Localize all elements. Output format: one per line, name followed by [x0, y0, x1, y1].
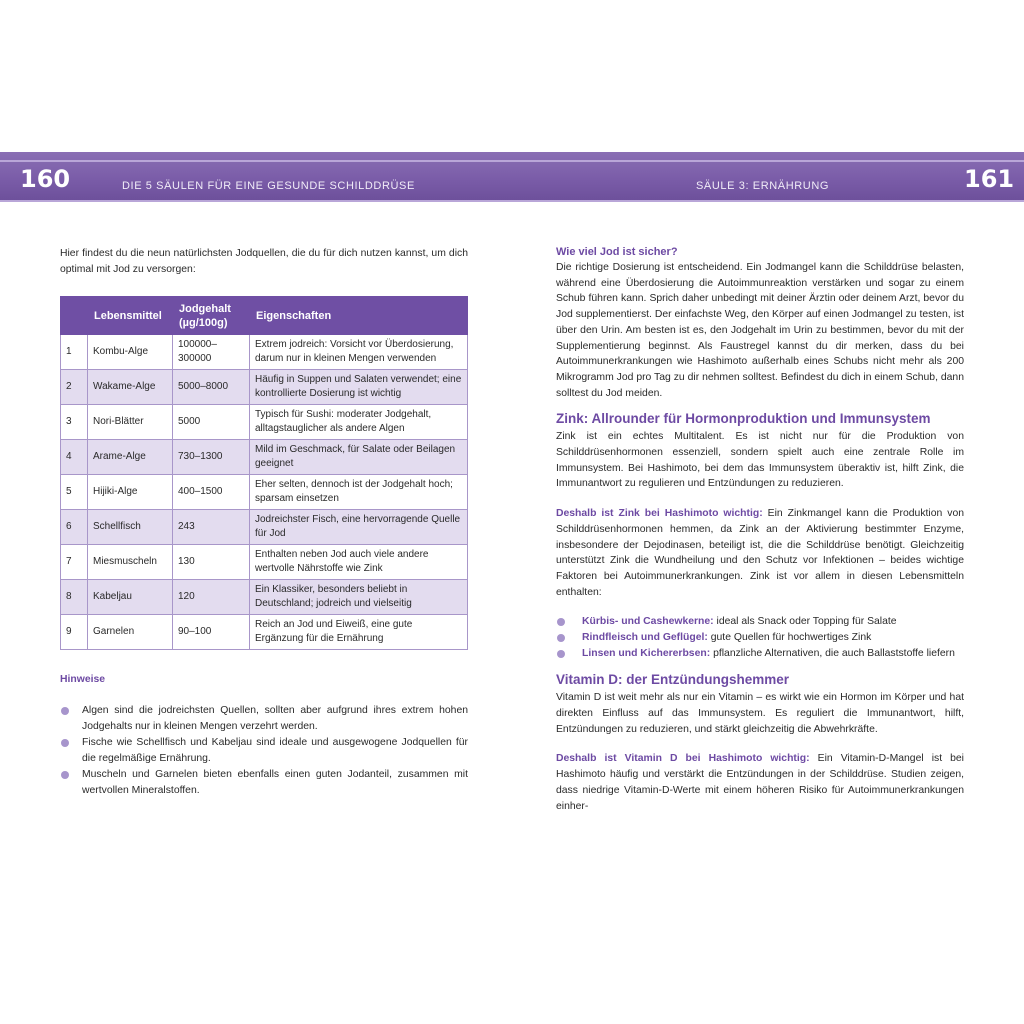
table-row — [61, 510, 468, 545]
note-text: Algen sind die jodreichsten Quellen, sollten aber aufgrund ihres extrem hohen Jodgehalts nur in kleinen Mengen verzehrt werden. — [82, 705, 468, 732]
notes-heading: Hinweise — [60, 674, 106, 685]
left-page-number: 160 — [20, 165, 71, 193]
paragraph-lead: Deshalb ist Vitamin D bei Hashimoto wichtig: — [556, 753, 810, 765]
list-item — [556, 630, 964, 646]
row-properties: Reich an Jod und Eiweiß, eine gute Ergänzung für die Ernährung — [250, 615, 468, 650]
section-heading-vitamin-d: Vitamin D: der Entzündungshemmer — [556, 672, 790, 688]
paragraph-vitamin-d-intro: Vitamin D ist weit mehr als nur ein Vitamin – es wirkt wie ein Hormon im Körper und hat direkten Einfluss auf das Immunsystem. Es reguliert die Immunantwort, hilft, Entzündungen zu reduzieren, und stärkt gleichzeitig die Abwehrkräfte. — [556, 692, 964, 735]
row-properties: Ein Klassiker, besonders beliebt in Deutschland; jodreich und vielseitig — [250, 580, 468, 615]
list-item — [556, 614, 964, 630]
table-row — [61, 405, 468, 440]
row-food: Kombu-Alge — [88, 335, 173, 370]
row-properties: Eher selten, dennoch ist der Jodgehalt hoch; sparsam einsetzen — [250, 475, 468, 510]
row-iodine: 130 — [173, 545, 250, 580]
row-number: 6 — [61, 510, 88, 545]
list-item — [60, 703, 468, 735]
table-row — [61, 475, 468, 510]
table-row — [61, 545, 468, 580]
left-page-content — [60, 246, 468, 799]
table-row — [61, 615, 468, 650]
row-iodine: 100000–300000 — [173, 335, 250, 370]
header-top-rule — [0, 160, 1024, 162]
row-properties: Mild im Geschmack, für Salate oder Beilagen geeignet — [250, 440, 468, 475]
page-header-band — [0, 152, 1024, 202]
row-number: 1 — [61, 335, 88, 370]
row-food: Arame-Alge — [88, 440, 173, 475]
row-food: Hijiki-Alge — [88, 475, 173, 510]
row-food: Miesmuscheln — [88, 545, 173, 580]
list-item — [556, 646, 964, 662]
col-header-number — [61, 297, 88, 335]
list-item-lead: Rindfleisch und Geflügel: — [582, 632, 708, 644]
row-food: Kabeljau — [88, 580, 173, 615]
row-properties: Enthalten neben Jod auch viele andere wertvolle Nährstoffe wie Zink — [250, 545, 468, 580]
col-header-food: Lebensmittel — [88, 297, 173, 335]
list-item-text: ideal als Snack oder Topping für Salate — [713, 616, 897, 628]
paragraph-lead: Deshalb ist Zink bei Hashimoto wichtig: — [556, 508, 763, 520]
row-iodine: 730–1300 — [173, 440, 250, 475]
row-iodine: 90–100 — [173, 615, 250, 650]
note-text: Fische wie Schellfisch und Kabeljau sind ideale und ausgewogene Jodquellen für die regelmäßige Ernährung. — [82, 737, 468, 764]
row-food: Wakame-Alge — [88, 370, 173, 405]
row-number: 7 — [61, 545, 88, 580]
paragraph-vitamin-d-hashimoto — [556, 751, 964, 814]
bullet-dot-icon — [557, 634, 565, 642]
bullet-dot-icon — [557, 618, 565, 626]
list-item-lead: Kürbis- und Cashewkerne: — [582, 616, 714, 628]
section-heading-iodine-safety: Wie viel Jod ist sicher? — [556, 246, 678, 258]
list-item-text: pflanzliche Alternativen, die auch Ballaststoffe liefern — [710, 648, 955, 660]
table-intro: Hier findest du die neun natürlichsten Jodquellen, die du für dich nutzen kannst, um dich optimal mit Jod zu versorgen: — [60, 248, 468, 275]
table-header-row — [61, 297, 468, 335]
iodine-sources-table — [60, 296, 468, 650]
right-page-number: 161 — [964, 165, 1015, 193]
row-number: 3 — [61, 405, 88, 440]
row-properties: Jodreichster Fisch, eine hervorragende Quelle für Jod — [250, 510, 468, 545]
paragraph-text: Ein Vitamin-D-Mangel ist bei Hashimoto häufig und verstärkt die Entzündungen in der Schilddrüse. Studien zeigen, dass niedrige Vitamin-D-Werte mit einem höheren Risiko für Autoimmunerkrankungen einher- — [556, 753, 964, 812]
bullet-dot-icon — [61, 707, 69, 715]
note-text: Muscheln und Garnelen bieten ebenfalls einen guten Jodanteil, zusammen mit wertvollen Mineralstoffen. — [82, 769, 468, 796]
row-food: Garnelen — [88, 615, 173, 650]
list-item-text: gute Quellen für hochwertiges Zink — [707, 632, 872, 644]
list-item — [60, 767, 468, 799]
paragraph-iodine-safety: Die richtige Dosierung ist entscheidend. Ein Jodmangel kann die Schilddrüse belasten, während eine Überdosierung die Autoimmunreaktion verstärken und sogar zu einem Schub führen kann. Sprich daher unbedingt mit deiner Ärztin oder deinem Arzt, bevor du Jod supplementierst. Der einfachste Weg, den Körper auf einen Jodmangel zu testen, ist über den Urin. Am besten ist es, den Jodgehalt im Urin zu bestimmen, bevor du mit der Supplementierung beginnst. Als Faustregel kannst du dir merken, dass du bei Autoimmunerkrankungen wie Hashimoto außerhalb eines Schubs nicht mehr als 200 Mikrogramm Jod pro Tag zu dir nehmen solltest. Befindest du dich in einem Schub, dann solltest du Jod meiden. — [556, 262, 964, 399]
bullet-dot-icon — [61, 739, 69, 747]
bullet-dot-icon — [61, 771, 69, 779]
row-properties: Häufig in Suppen und Salaten verwendet; eine kontrollierte Dosierung ist wichtig — [250, 370, 468, 405]
row-number: 4 — [61, 440, 88, 475]
row-number: 9 — [61, 615, 88, 650]
row-iodine: 243 — [173, 510, 250, 545]
table-row — [61, 370, 468, 405]
right-running-title: SÄULE 3: ERNÄHRUNG — [696, 180, 830, 192]
row-number: 2 — [61, 370, 88, 405]
paragraph-zinc-intro: Zink ist ein echtes Multitalent. Es ist nicht nur für die Produktion von Schilddrüsenhormonen essenziell, sondern spielt auch eine zentrale Rolle im Immunsystem. Bei Hashimoto, bei dem das Immunsystem überaktiv ist, hilft Zink, die Immunantwort zu regulieren und Entzündungen zu reduzieren. — [556, 431, 964, 490]
right-page-content — [556, 246, 964, 814]
row-properties: Typisch für Sushi: moderater Jodgehalt, alltagstauglicher als andere Algen — [250, 405, 468, 440]
row-number: 8 — [61, 580, 88, 615]
row-food: Nori-Blätter — [88, 405, 173, 440]
bullet-dot-icon — [557, 650, 565, 658]
col-header-properties: Eigenschaften — [250, 297, 468, 335]
list-item-lead: Linsen und Kichererbsen: — [582, 648, 711, 660]
row-food: Schellfisch — [88, 510, 173, 545]
row-iodine: 400–1500 — [173, 475, 250, 510]
row-number: 5 — [61, 475, 88, 510]
paragraph-text: Ein Zinkmangel kann die Produktion von Schilddrüsenhormonen hemmen, da Zink an der Aktivierung bestimmter Enzyme, insbesondere der Dejodinasen, beteiligt ist, die die Schilddrüse benötigt. Gleichzeitig unterstützt Zink die Wundheilung und den Schutz vor Infektionen – beides wichtige Faktoren bei Autoimmunerkrankungen. Zink ist vor allem in diesen Lebensmitteln enthalten: — [556, 508, 964, 598]
list-item — [60, 735, 468, 767]
header-bottom-rule — [0, 200, 1024, 202]
col-header-iodine: Jodgehalt (µg/100g) — [173, 297, 250, 335]
table-row — [61, 580, 468, 615]
row-iodine: 5000–8000 — [173, 370, 250, 405]
section-heading-zinc: Zink: Allrounder für Hormonproduktion und Immunsystem — [556, 411, 931, 427]
notes-list — [60, 703, 468, 799]
table-row — [61, 440, 468, 475]
row-iodine: 5000 — [173, 405, 250, 440]
paragraph-zinc-hashimoto — [556, 506, 964, 600]
row-iodine: 120 — [173, 580, 250, 615]
zinc-foods-list — [556, 614, 964, 662]
row-properties: Extrem jodreich: Vorsicht vor Überdosierung, darum nur in kleinen Mengen verwenden — [250, 335, 468, 370]
left-running-title: DIE 5 SÄULEN FÜR EINE GESUNDE SCHILDDRÜSE — [122, 180, 415, 192]
table-row — [61, 335, 468, 370]
